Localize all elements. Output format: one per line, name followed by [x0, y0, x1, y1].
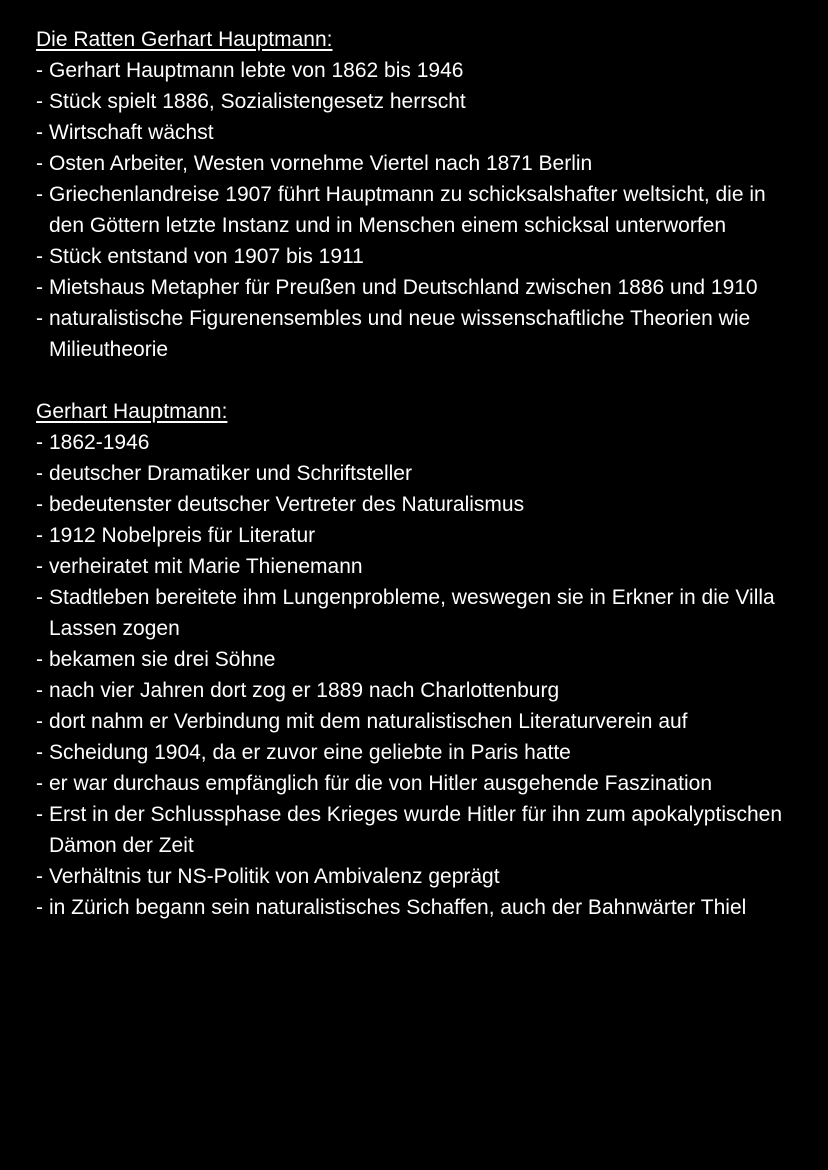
- bullet-dash: -: [36, 896, 43, 919]
- list-item-text: Osten Arbeiter, Westen vornehme Viertel nach 1871 Berlin: [49, 152, 593, 175]
- bullet-dash: -: [36, 493, 43, 516]
- list-item-text: Verhältnis tur NS-Politik von Ambivalenz geprägt: [49, 865, 500, 888]
- list-item-text: in Zürich begann sein naturalistisches Schaffen, auch der Bahnwärter Thiel: [49, 896, 747, 919]
- list-item: [36, 737, 806, 768]
- list-item-text: er war durchaus empfänglich für die von Hitler ausgehende Faszination: [49, 772, 713, 795]
- bullet-dash: -: [36, 59, 43, 82]
- list-item-text: 1862-1946: [49, 431, 150, 454]
- bullet-dash: -: [36, 555, 43, 578]
- list-item-text: Stadtleben bereitete ihm Lungenprobleme, weswegen sie in Erkner in die Villa Lassen zogen: [49, 586, 775, 640]
- list-item-text: Stück spielt 1886, Sozialistengesetz herrscht: [49, 90, 466, 113]
- list-item: [36, 427, 806, 458]
- list-item: [36, 799, 806, 861]
- bullet-dash: -: [36, 276, 43, 299]
- list-item: [36, 644, 806, 675]
- bullet-dash: -: [36, 90, 43, 113]
- bullet-dash: -: [36, 462, 43, 485]
- list-item-text: Erst in der Schlussphase des Krieges wurde Hitler für ihn zum apokalyptischen Dämon der Zeit: [49, 803, 783, 857]
- list-item-text: Gerhart Hauptmann lebte von 1862 bis 1946: [49, 59, 464, 82]
- list-item: [36, 55, 806, 86]
- bullet-dash: -: [36, 307, 43, 330]
- bullet-dash: -: [36, 524, 43, 547]
- list-item-text: Stück entstand von 1907 bis 1911: [49, 245, 364, 268]
- bullet-dash: -: [36, 121, 43, 144]
- list-item: [36, 861, 806, 892]
- list-item-text: bedeutenster deutscher Vertreter des Naturalismus: [49, 493, 525, 516]
- section-heading: Die Ratten Gerhart Hauptmann:: [36, 28, 333, 51]
- list-item: [36, 489, 806, 520]
- bullet-dash: -: [36, 183, 43, 206]
- list-item: [36, 241, 806, 272]
- list-item-text: naturalistische Figurenensembles und neue wissenschaftliche Theorien wie Milieutheorie: [49, 307, 751, 361]
- list-item: [36, 520, 806, 551]
- section-die-ratten: [36, 24, 806, 365]
- bullet-dash: -: [36, 679, 43, 702]
- bullet-dash: -: [36, 245, 43, 268]
- bullet-dash: -: [36, 741, 43, 764]
- list-item-text: Wirtschaft wächst: [49, 121, 214, 144]
- list-item: [36, 179, 806, 241]
- list-item: [36, 768, 806, 799]
- list-item: [36, 892, 806, 923]
- bullet-dash: -: [36, 152, 43, 175]
- notes-document: [36, 24, 806, 923]
- list-item-text: 1912 Nobelpreis für Literatur: [49, 524, 316, 547]
- bullet-list: [36, 55, 806, 365]
- bullet-dash: -: [36, 710, 43, 733]
- list-item: [36, 86, 806, 117]
- list-item: [36, 117, 806, 148]
- list-item-text: nach vier Jahren dort zog er 1889 nach Charlottenburg: [49, 679, 560, 702]
- list-item-text: Mietshaus Metapher für Preußen und Deutschland zwischen 1886 und 1910: [49, 276, 758, 299]
- bullet-dash: -: [36, 803, 43, 826]
- bullet-dash: -: [36, 648, 43, 671]
- bullet-dash: -: [36, 586, 43, 609]
- list-item-text: bekamen sie drei Söhne: [49, 648, 276, 671]
- section-gerhart-hauptmann: [36, 396, 806, 923]
- bullet-dash: -: [36, 865, 43, 888]
- bullet-dash: -: [36, 772, 43, 795]
- list-item: [36, 675, 806, 706]
- list-item-text: dort nahm er Verbindung mit dem naturalistischen Literaturverein auf: [49, 710, 688, 733]
- bullet-dash: -: [36, 431, 43, 454]
- list-item: [36, 551, 806, 582]
- list-item: [36, 458, 806, 489]
- list-item: [36, 272, 806, 303]
- bullet-list: [36, 427, 806, 923]
- list-item: [36, 582, 806, 644]
- list-item-text: Scheidung 1904, da er zuvor eine geliebte in Paris hatte: [49, 741, 571, 764]
- list-item-text: Griechenlandreise 1907 führt Hauptmann zu schicksalshafter weltsicht, die in den Göttern letzte Instanz und in Menschen einem schicksal unterworfen: [49, 183, 766, 237]
- section-heading: Gerhart Hauptmann:: [36, 400, 228, 423]
- list-item: [36, 303, 806, 365]
- list-item-text: deutscher Dramatiker und Schriftsteller: [49, 462, 412, 485]
- list-item-text: verheiratet mit Marie Thienemann: [49, 555, 363, 578]
- list-item: [36, 148, 806, 179]
- list-item: [36, 706, 806, 737]
